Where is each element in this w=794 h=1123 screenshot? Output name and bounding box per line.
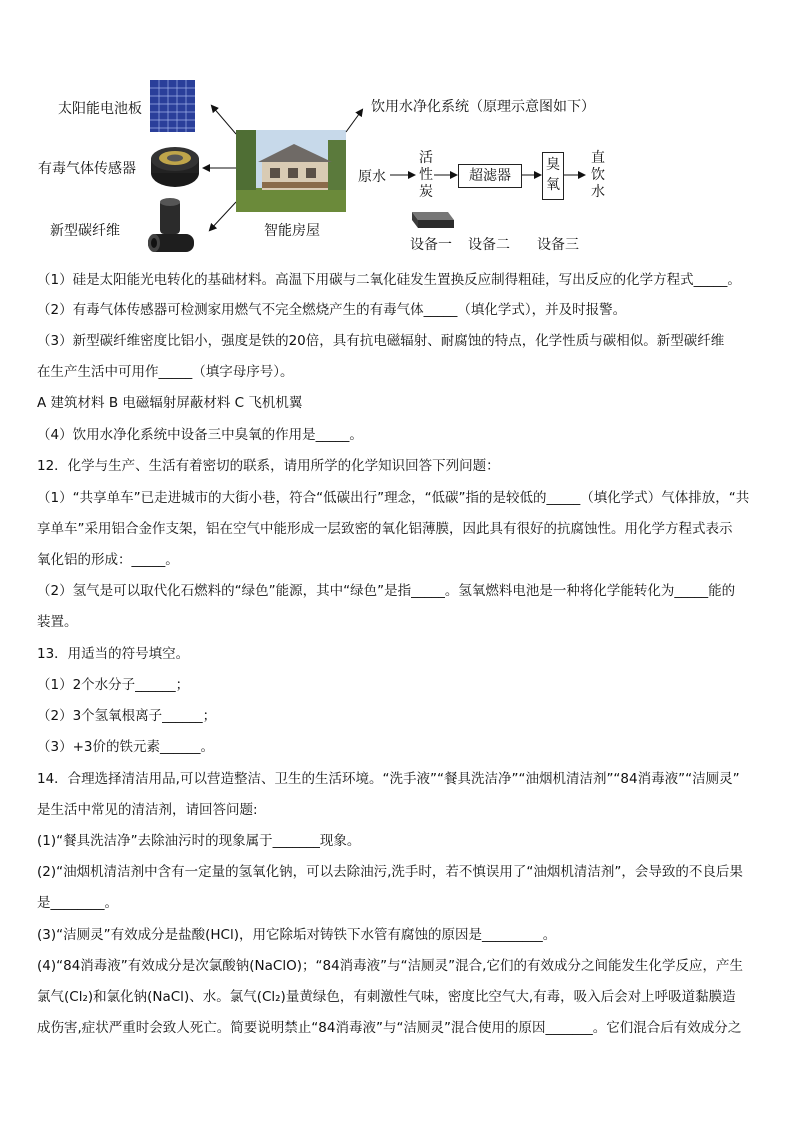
q12-part2-line1: （2）氢气是可以取代化石燃料的“绿色”能源，其中“绿色”是指_____。氢氧燃料电池是一种将化学能转化为_____能的	[37, 583, 736, 599]
q14-stem-line1: 14．合理选择清洁用品,可以营造整洁、卫生的生活环境。“洗手液”“餐具洗洁净”“油烟机清洁剂”“84消毒液”“洁厕灵”	[37, 771, 740, 787]
device-one-label: 设备一	[410, 237, 452, 253]
water-system-title: 饮用水净化系统（原理示意图如下）	[371, 99, 595, 115]
device-two-label: 设备二	[468, 237, 510, 253]
q11-part1: （1）硅是太阳能光电转化的基础材料。高温下用碳与二氧化硅发生置换反应制得粗硅，写出反应的化学方程式_____。	[37, 272, 741, 288]
q11-part4: （4）饮用水净化系统中设备三中臭氧的作用是_____。	[37, 427, 363, 443]
solar-panel-label: 太阳能电池板	[58, 101, 142, 117]
raw-water-label: 原水	[358, 169, 386, 185]
smart-house-label: 智能房屋	[264, 223, 320, 239]
smart-house-image	[236, 130, 346, 212]
q14-part4-line3: 成伤害,症状严重时会致人死亡。简要说明禁止“84消毒液”与“洁厕灵”混合使用的原因_______。它们混合后有效成分之	[37, 1020, 742, 1036]
q11-part3-options: A 建筑材料 B 电磁辐射屏蔽材料 C 飞机机翼	[37, 395, 303, 411]
solar-panel-image	[150, 80, 195, 132]
q14-part2-line1: (2)“油烟机清洁剂中含有一定量的氢氧化钠，可以去除油污,洗手时，若不慎误用了“油烟机清洁剂”，会导致的不良后果	[37, 864, 743, 880]
direct-drink-water-label: 直 饮 水	[591, 150, 605, 200]
q14-part4-line1: (4)“84消毒液”有效成分是次氯酸钠(NaClO)；“84消毒液”与“洁厕灵”混合,它们的有效成分之间能发生化学反应，产生	[37, 958, 743, 974]
ultrafilter-box: 超滤器	[458, 164, 522, 188]
q12-part1-line2: 享单车”采用铝合金作支架，铝在空气中能形成一层致密的氧化铝薄膜，因此具有很好的抗腐蚀性。用化学方程式表示	[37, 521, 733, 537]
system-arrow	[344, 104, 370, 136]
q12-part1-line3: 氧化铝的形成：_____。	[37, 552, 179, 568]
q14-part3: (3)“洁厕灵”有效成分是盐酸(HCl)，用它除垢对铸铁下水管有腐蚀的原因是_________。	[37, 927, 557, 943]
q11-part3-line1: （3）新型碳纤维密度比铝小，强度是铁的20倍，具有抗电磁辐射、耐腐蚀的特点，化学性质与碳相似。新型碳纤维	[37, 333, 725, 349]
q12-part1-line1: （1）“共享单车”已走进城市的大街小巷，符合“低碳出行”理念，“低碳”指的是较低的_____（填化学式）气体排放，“共	[37, 490, 750, 506]
ozone-box: 臭 氧	[542, 152, 564, 200]
carbon-fiber-image	[146, 198, 196, 258]
activated-carbon-label: 活 性 炭	[419, 150, 433, 200]
device-one-image	[408, 206, 456, 230]
q14-part1: (1)“餐具洗洁净”去除油污时的现象属于_______现象。	[37, 833, 361, 849]
q11-part2: （2）有毒气体传感器可检测家用燃气不完全燃烧产生的有毒气体_____（填化学式），并及时报警。	[37, 302, 627, 318]
q12-stem: 12．化学与生产、生活有着密切的联系，请用所学的化学知识回答下列问题：	[37, 458, 500, 474]
house-arrows	[196, 96, 240, 246]
q11-part3-line2: 在生产生活中可用作_____（填字母序号）。	[37, 364, 294, 380]
q14-part4-line2: 氯气(Cl₂)和氯化钠(NaCl)、水。氯气(Cl₂)量黄绿色，有刺激性气味，密度比空气大,有毒，吸入后会对上呼吸道黏膜造	[37, 989, 736, 1005]
device-three-label: 设备三	[537, 237, 579, 253]
gas-sensor-image	[150, 143, 200, 189]
gas-sensor-label: 有毒气体传感器	[38, 161, 136, 177]
q13-part1: （1）2个水分子______；	[37, 677, 190, 693]
q13-part3: （3）+3价的铁元素______。	[37, 739, 214, 755]
q13-part2: （2）3个氢氧根离子______；	[37, 708, 217, 724]
q14-stem-line2: 是生活中常见的清洁剂，请回答问题:	[37, 802, 258, 818]
q12-part2-line2: 装置。	[37, 614, 78, 630]
q13-stem: 13．用适当的符号填空。	[37, 646, 190, 662]
carbon-fiber-label: 新型碳纤维	[50, 223, 120, 239]
q14-part2-line2: 是________。	[37, 895, 118, 911]
